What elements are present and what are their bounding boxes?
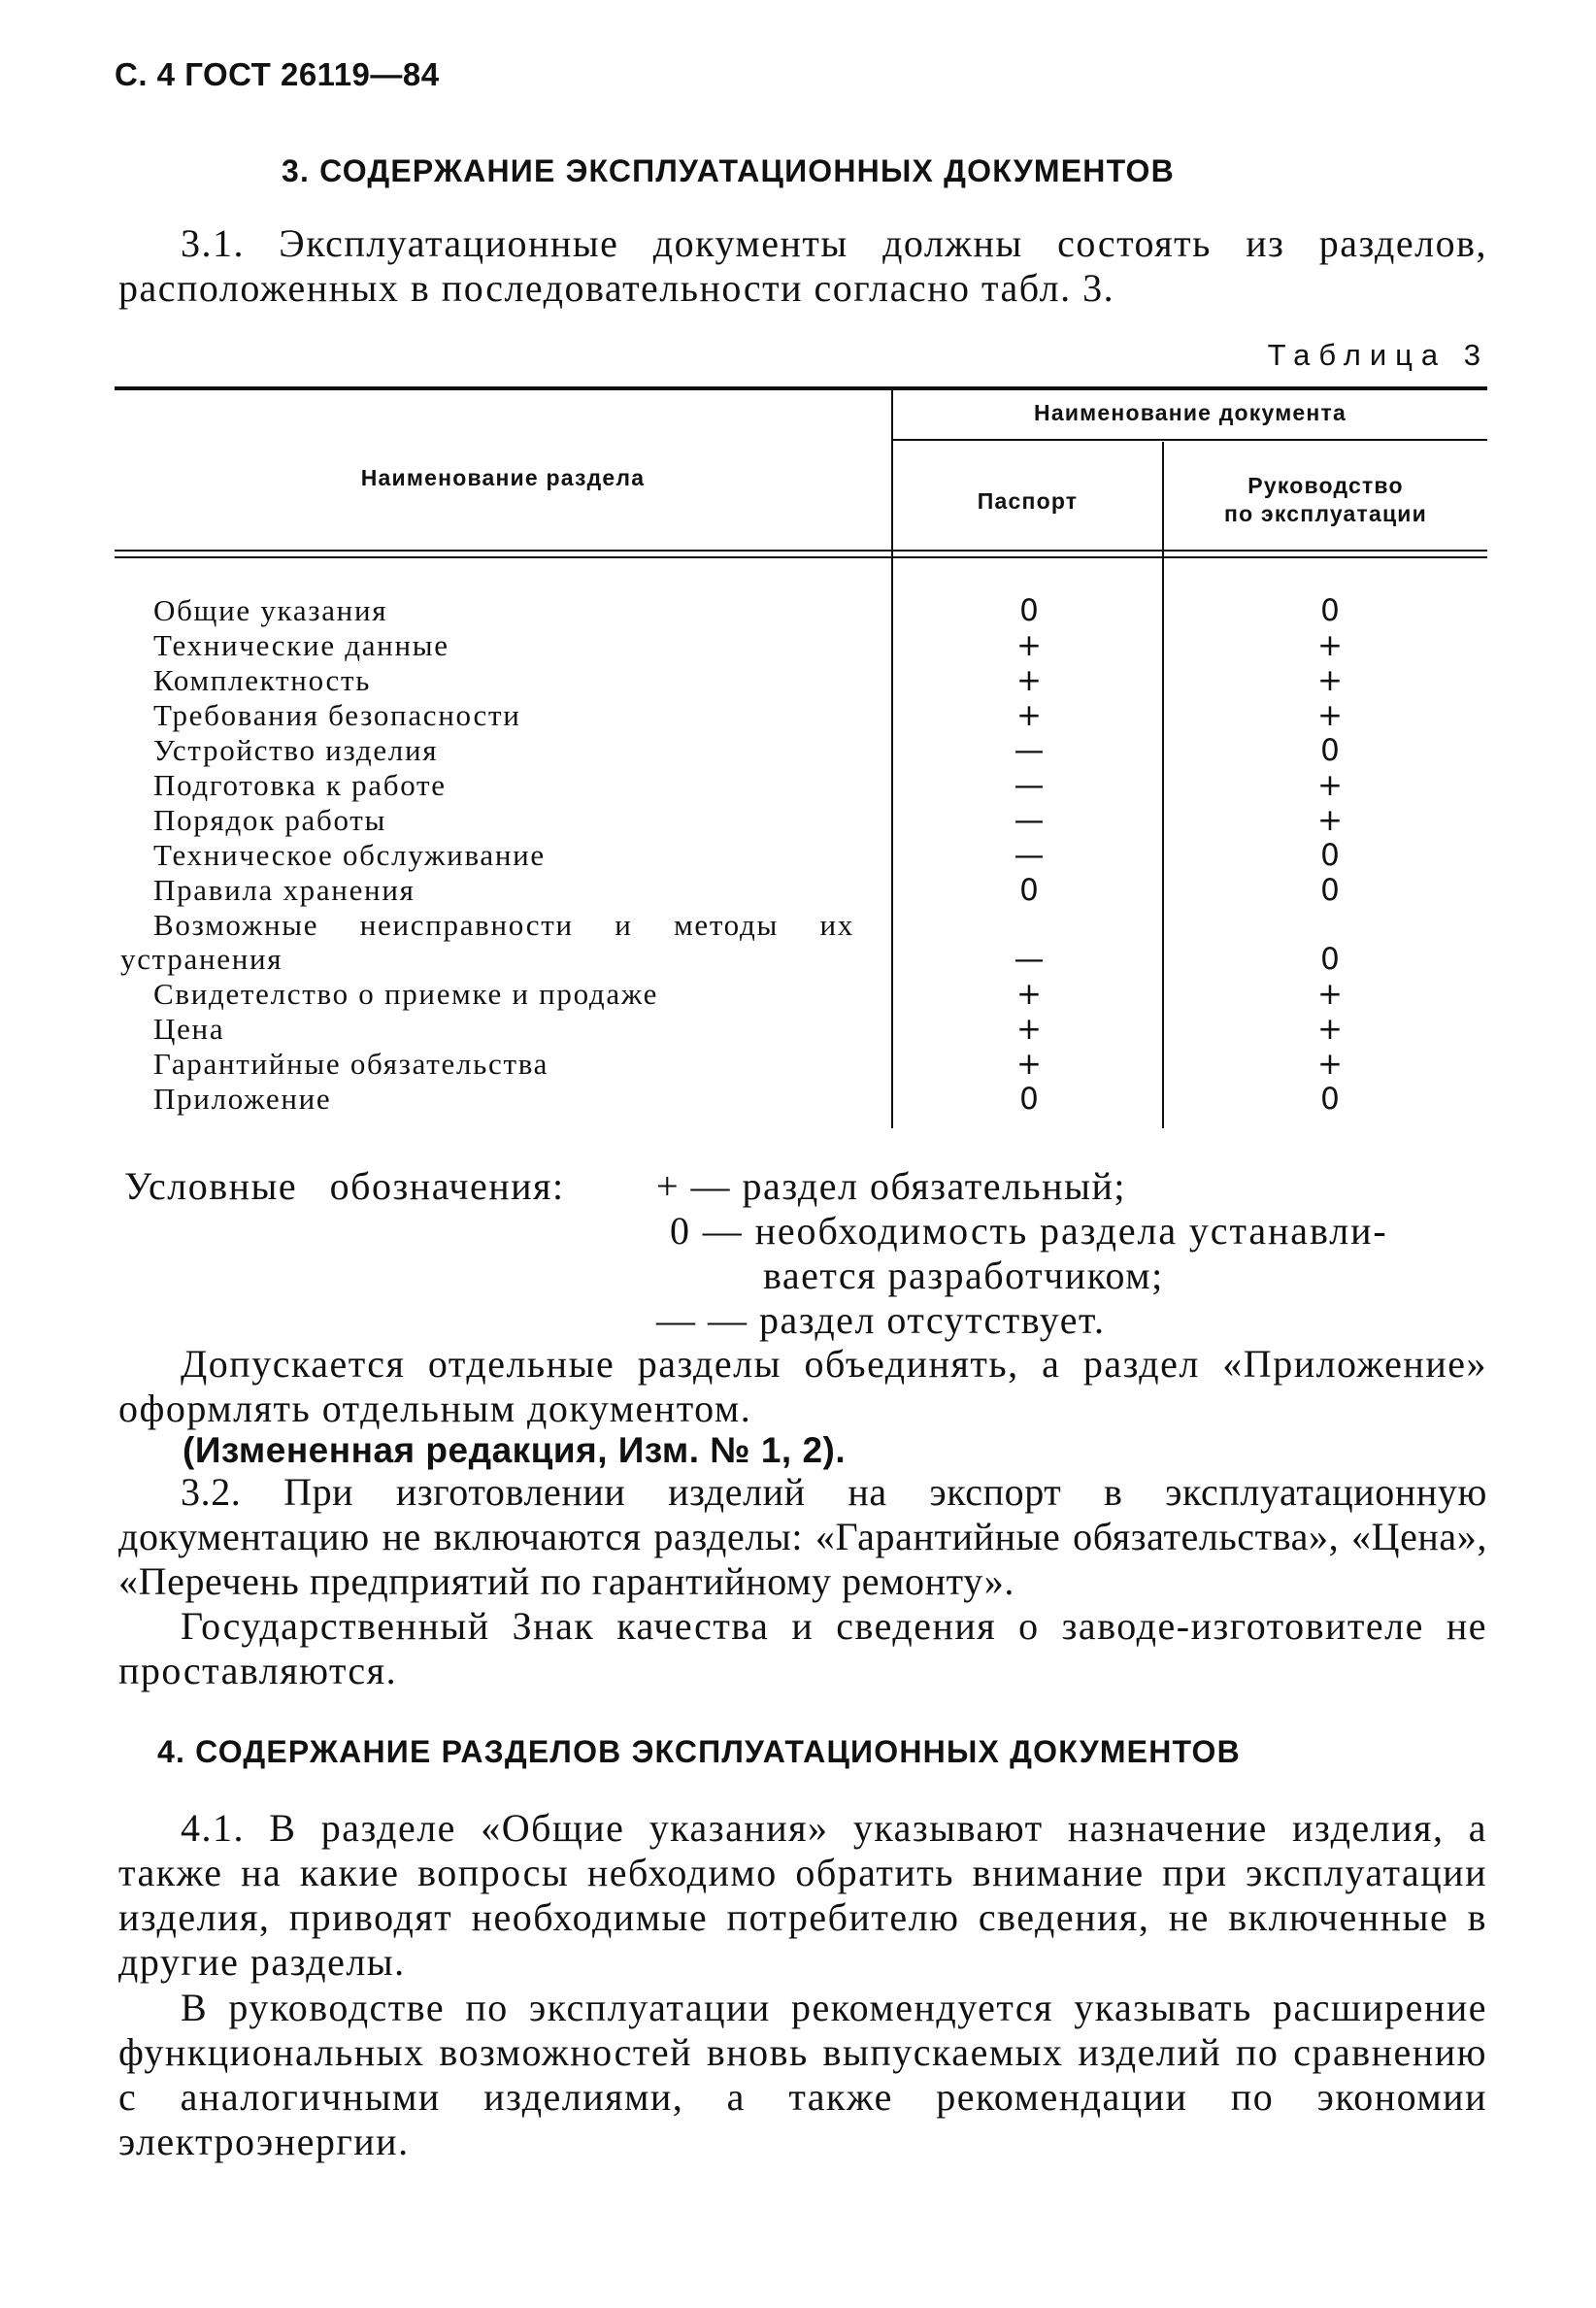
table-row-label: Подготовка к работе (153, 768, 447, 802)
passport-mark: + (1016, 698, 1042, 733)
table-row-label: Общие указания (153, 593, 388, 627)
manual-mark: 0 (1320, 873, 1340, 908)
passport-mark: 0 (1019, 1082, 1039, 1117)
passport-mark: — (1014, 838, 1045, 873)
table-row-label: Свидетелство о приемке и продаже (153, 977, 659, 1011)
table-header-rule-1 (115, 550, 1487, 552)
header-manual-line-1: Руководство (1247, 473, 1404, 498)
manual-mark: + (1317, 628, 1343, 663)
passport-mark: + (1016, 1047, 1042, 1082)
passport-mark: — (1014, 942, 1045, 977)
header-passport: Паспорт (977, 488, 1079, 514)
manual-mark: 0 (1320, 593, 1340, 628)
passport-mark: + (1016, 977, 1042, 1012)
table-row-label-line-1: Возможные неисправности и методы их (153, 908, 854, 942)
manual-mark: + (1317, 663, 1343, 698)
legend-line-4: — — раздел отсутствует. (656, 1298, 1106, 1342)
paragraph-manual-recommendation: В руководстве по эксплуатации рекомендуется указывать расширение функциональных возможностей вновь выпускаемых изделий по сравнению с аналогичными изделиями, а также рекомендации по экономии электроэнергии. (118, 1986, 1487, 2163)
header-document-name: Наименование документа (1034, 400, 1347, 425)
paragraph-quality-sign: Государственный Знак качества и сведения о заводе-изготовителе не проставляются. (118, 1604, 1487, 1692)
manual-mark: 0 (1320, 733, 1340, 768)
legend-line-1: + — раздел обязательный; (656, 1164, 1126, 1208)
paragraph-3-1: 3.1. Эксплуатационные документы должны состоять из разделов, расположенных в последовательности согласно табл. 3. (118, 221, 1487, 310)
passport-mark: + (1016, 663, 1042, 698)
passport-mark: + (1016, 628, 1042, 663)
running-head: С. 4 ГОСТ 26119—84 (115, 56, 440, 92)
manual-mark: 0 (1320, 838, 1340, 873)
manual-mark: + (1317, 698, 1343, 733)
passport-mark: 0 (1019, 873, 1039, 908)
table-top-rule (115, 386, 1487, 390)
passport-mark: + (1016, 1012, 1042, 1047)
table-caption: Таблица 3 (1267, 338, 1489, 372)
table-row-label: Технические данные (153, 628, 449, 662)
manual-mark: 0 (1320, 1082, 1340, 1117)
passport-mark: — (1014, 803, 1045, 838)
table-row-label-line-2: устранения (120, 942, 283, 976)
legend-line-3: вается разработчиком; (763, 1254, 1164, 1297)
manual-mark: + (1317, 803, 1343, 838)
table-row-label: Цена (153, 1012, 225, 1046)
table-column-divider-2 (1162, 442, 1164, 1128)
table-row-label: Устройство изделия (153, 733, 439, 767)
table-row-label: Порядок работы (153, 803, 387, 837)
paragraph-3-2: 3.2. При изготовлении изделий на экспорт в эксплуатационную документацию не включаются разделы: «Гарантийные обязательства», «Цена», «Перечень предприятий по гарантийному ремонту». (118, 1470, 1487, 1603)
manual-mark: + (1317, 1047, 1343, 1082)
table-row-label: Приложение (153, 1082, 332, 1116)
header-section-name: Наименование раздела (360, 465, 646, 490)
revision-note: (Измененная редакция, Изм. № 1, 2). (183, 1430, 847, 1470)
manual-mark: + (1317, 977, 1343, 1012)
paragraph-4-1: 4.1. В разделе «Общие указания» указывают назначение изделия, а также на какие вопросы небходимо обратить внимание при эксплуатации изделия, приводят необходимые потребителю сведения, не включенные в другие разделы. (118, 1806, 1487, 1984)
table-row-label: Требования безопасности (153, 698, 521, 732)
manual-mark: + (1317, 768, 1343, 803)
table-row-label: Правила хранения (153, 873, 416, 907)
table-row-label: Комплектность (153, 663, 372, 697)
passport-mark: — (1014, 768, 1045, 803)
header-manual-line-2: по эксплуатации (1224, 501, 1427, 526)
section-3-heading: 3. СОДЕРЖАНИЕ ЭКСПЛУАТАЦИОННЫХ ДОКУМЕНТОВ (282, 153, 1175, 188)
legend-title: Условные обозначения: (124, 1164, 565, 1208)
table-row-label: Техническое обслуживание (153, 838, 546, 872)
manual-mark: 0 (1320, 942, 1340, 977)
passport-mark: 0 (1019, 593, 1039, 628)
table-header-rule-2 (115, 556, 1487, 558)
paragraph-allowed: Допускается отдельные разделы объединять, а раздел «Приложение» оформлять отдельным документом. (118, 1342, 1487, 1430)
legend-line-2: 0 — необходимость раздела устанавли- (670, 1209, 1388, 1253)
table-subheader-rule (892, 439, 1487, 441)
passport-mark: — (1014, 733, 1045, 768)
table-row-label: Гарантийные обязательства (153, 1047, 549, 1081)
section-4-heading: 4. СОДЕРЖАНИЕ РАЗДЕЛОВ ЭКСПЛУАТАЦИОННЫХ ДОКУМЕНТОВ (157, 1734, 1241, 1769)
table-row-label-wrapped (120, 908, 854, 976)
manual-mark: + (1317, 1012, 1343, 1047)
